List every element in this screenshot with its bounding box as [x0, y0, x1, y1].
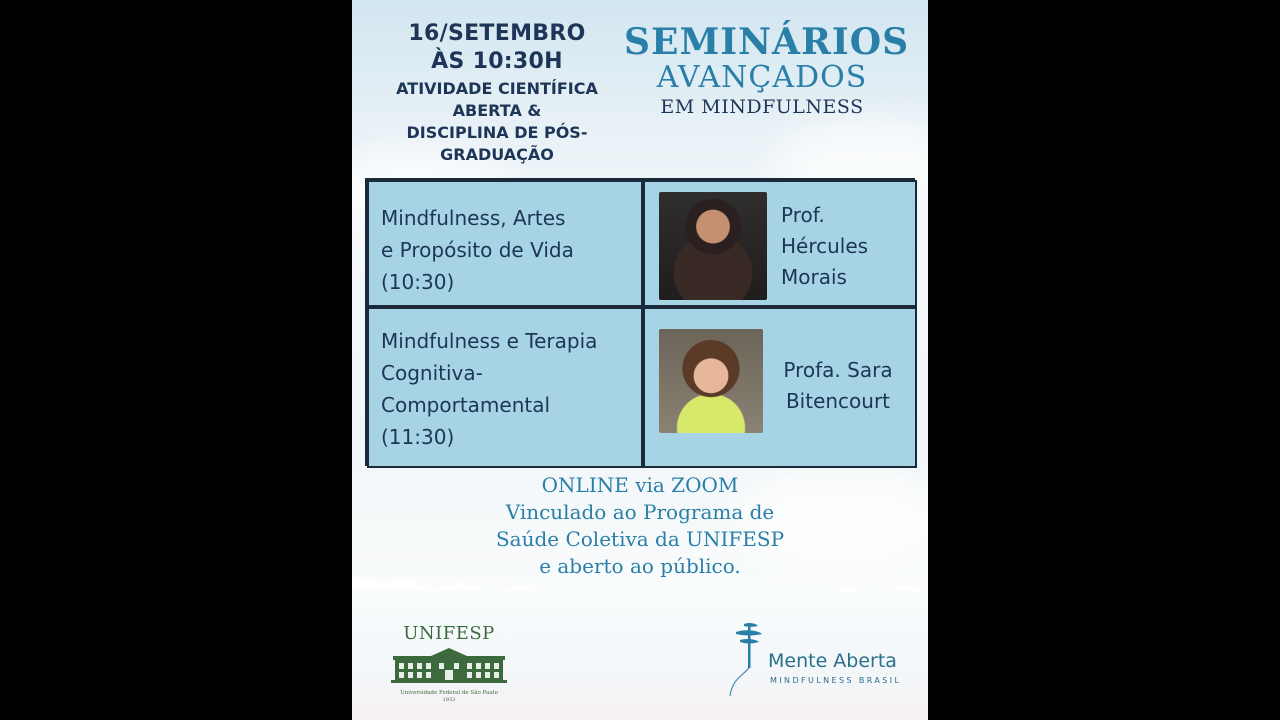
mente-aberta-subtitle: MINDFULNESS BRASIL	[770, 676, 902, 685]
speaker-name-line: Profa. Sara	[783, 358, 893, 382]
speaker-photo	[659, 329, 763, 433]
info-line: Vinculado ao Programa de	[505, 500, 775, 524]
topic-time: (10:30)	[381, 270, 455, 294]
event-type-line: GRADUAÇÃO	[440, 145, 554, 164]
speaker-name	[781, 200, 868, 293]
speaker-name	[775, 355, 901, 417]
mente-aberta-logo	[722, 620, 912, 700]
session-topic	[381, 202, 633, 298]
unifesp-year: 1933	[442, 697, 456, 703]
speaker-name-line: Hércules	[781, 234, 869, 258]
seminar-poster	[352, 0, 928, 720]
topic-line: Cognitiva-	[381, 361, 483, 385]
speaker-photo	[659, 192, 767, 300]
mente-aberta-name: Mente Aberta	[768, 650, 897, 672]
event-date: 16/SETEMBRO	[408, 21, 586, 46]
speaker-cell	[643, 180, 917, 307]
poster-title	[624, 21, 910, 120]
topic-line: Mindfulness e Terapia	[381, 329, 598, 353]
title-line-3: EM MINDFULNESS	[660, 96, 864, 118]
session-topic-cell	[367, 307, 643, 468]
schedule-table	[365, 178, 915, 466]
event-time: ÀS 10:30H	[431, 49, 563, 74]
building-icon	[391, 646, 507, 684]
title-line-1: SEMINÁRIOS	[624, 21, 910, 63]
unifesp-logo	[388, 624, 510, 708]
event-type-line: ATIVIDADE CIENTÍFICA	[396, 79, 598, 98]
topic-line: e Propósito de Vida	[381, 238, 574, 262]
event-type-line: DISCIPLINA DE PÓS-	[406, 123, 588, 142]
info-line: ONLINE via ZOOM	[541, 473, 739, 497]
title-line-2: AVANÇADOS	[656, 60, 868, 95]
date-block	[382, 20, 612, 166]
session-topic-cell	[367, 180, 643, 307]
speaker-name-line: Prof.	[781, 203, 825, 227]
speaker-name-line: Bitencourt	[785, 389, 891, 413]
info-line: Saúde Coletiva da UNIFESP	[495, 527, 785, 551]
info-line: e aberto ao público.	[539, 554, 741, 578]
unifesp-logo-name: UNIFESP	[403, 623, 495, 644]
unifesp-subtitle: Universidade Federal de São Paulo	[400, 690, 498, 696]
topic-time: (11:30)	[381, 425, 455, 449]
speaker-name-line: Morais	[781, 265, 847, 289]
event-info	[440, 472, 840, 580]
topic-line: Comportamental	[381, 393, 551, 417]
speaker-cell	[643, 307, 917, 468]
session-topic	[381, 325, 633, 453]
event-type-line: ABERTA &	[452, 101, 542, 120]
topic-line: Mindfulness, Artes	[381, 206, 566, 230]
